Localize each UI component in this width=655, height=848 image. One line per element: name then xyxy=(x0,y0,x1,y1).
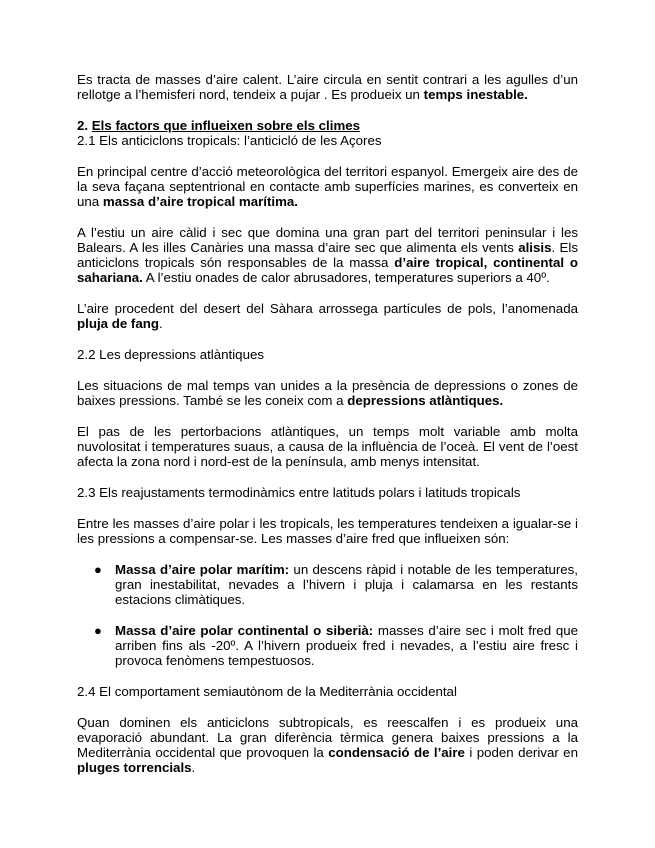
section-title: Els factors que influeixen sobre els climes xyxy=(91,118,361,133)
paragraph-text: Es tracta de masses d’aire calent. L’aire circula en sentit contrari a les agulles d’un rellotge a l’hemisferi nord, tendeix a pujar . Es produeix un xyxy=(77,72,578,102)
paragraph-text: A l’estiu un aire càlid i sec que domina una gran part del territori peninsular i les Balears. A les illes Canàries una massa d’aire sec que alimenta els vents xyxy=(77,225,578,255)
paragraph-text: . xyxy=(159,316,163,331)
paragraph-text: i poden derivar en xyxy=(464,745,578,760)
bold-term: massa d’aire tropical marítima. xyxy=(102,194,299,209)
subsection-heading-2-2: 2.2 Les depressions atlàntiques xyxy=(77,347,265,362)
paragraph-text: Quan dominen els anticiclons subtropicals, es reescalfen i es produeix una evaporació abundant. La gran diferència tèrmica genera baixes pressions a la Mediterrània occidental que provoquen la xyxy=(77,715,578,760)
list-item-text: masses d’aire sec i molt fred que arriben fins als -20º. A l’hivern produeix fred i nevades, a l’estiu aire fresc i provoca fenòmens tempestuosos. xyxy=(115,623,579,668)
paragraph-text: El pas de les pertorbacions atlàntiques, un temps molt variable amb molta nuvolositat i temperatures suaus, a causa de la influència de l’oceà. El vent de l’oest afecta la zona nord i nord-est de la península, amb menys intensitat. xyxy=(77,424,578,469)
paragraph-text: . xyxy=(191,760,196,775)
paragraph-text: En principal centre d’acció meteorològica del territori espanyol. Emergeix aire des de la seva façana septentrional en contacte amb superfícies marines, es converteix en una xyxy=(77,164,578,209)
paragraph-depressions xyxy=(77,378,578,408)
subsection-heading-2-3: 2.3 Els reajustaments termodinàmics entre latituds polars i latituds tropicals xyxy=(77,485,521,500)
bold-term: depressions atlàntiques. xyxy=(347,393,504,408)
subsection-heading-2-1: 2.1 Els anticiclons tropicals: l’anticicló de les Açores xyxy=(77,133,382,148)
paragraph-text: L’aire procedent del desert del Sàhara arrossega partícules de pols, l’anomenada xyxy=(77,301,578,316)
subsection-heading-2-4: 2.4 El comportament semiautònom de la Mediterrània occidental xyxy=(77,684,457,699)
document-page xyxy=(77,72,578,775)
paragraph-polar xyxy=(77,516,578,546)
paragraph-sahara xyxy=(77,301,578,331)
bold-term: Massa d’aire polar marítim: xyxy=(115,562,290,577)
paragraph-intro xyxy=(77,72,578,102)
bold-term: temps inestable. xyxy=(423,87,528,102)
air-mass-list xyxy=(77,562,578,668)
paragraph-text: Les situacions de mal temps van unides a la presència de depressions o zones de baixes pressions. També se les coneix com a xyxy=(77,378,578,408)
bullet-icon: ● xyxy=(94,562,102,577)
paragraph-text: Entre les masses d’aire polar i les tropicals, les temperatures tendeixen a igualar-se i les pressions a compensar-se. Les masses d’aire fred que influeixen són: xyxy=(77,516,578,546)
bold-term: d’aire tropical, continental o sahariana. xyxy=(77,255,578,285)
bullet-icon: ● xyxy=(94,623,102,638)
bold-term: alisis xyxy=(518,240,552,255)
paragraph-text: A l’estiu onades de calor abrusadores, temperatures superiors a 40º. xyxy=(142,270,550,285)
list-item-text: un descens ràpid i notable de les temperatures, gran inestabilitat, nevades a l’hivern i pluja i calamarsa en les restants estacions climàtiques. xyxy=(115,562,578,607)
bold-term: pluges torrencials xyxy=(77,760,192,775)
paragraph-azores xyxy=(77,164,578,209)
paragraph-text: . Els anticiclons tropicals són responsables de la massa xyxy=(77,240,578,270)
paragraph-mediterranean xyxy=(77,715,578,775)
list-item-polar-maritime xyxy=(77,562,578,607)
paragraph-atlantic xyxy=(77,424,578,469)
section-number: 2. xyxy=(77,118,92,133)
list-item-polar-continental xyxy=(77,623,578,668)
bold-term: pluja de fang xyxy=(77,316,160,331)
section-heading xyxy=(77,118,578,133)
bold-term: condensació de l’aire xyxy=(328,745,465,760)
paragraph-summer xyxy=(77,225,578,285)
bold-term: Massa d’aire polar continental o siberià: xyxy=(115,623,374,638)
